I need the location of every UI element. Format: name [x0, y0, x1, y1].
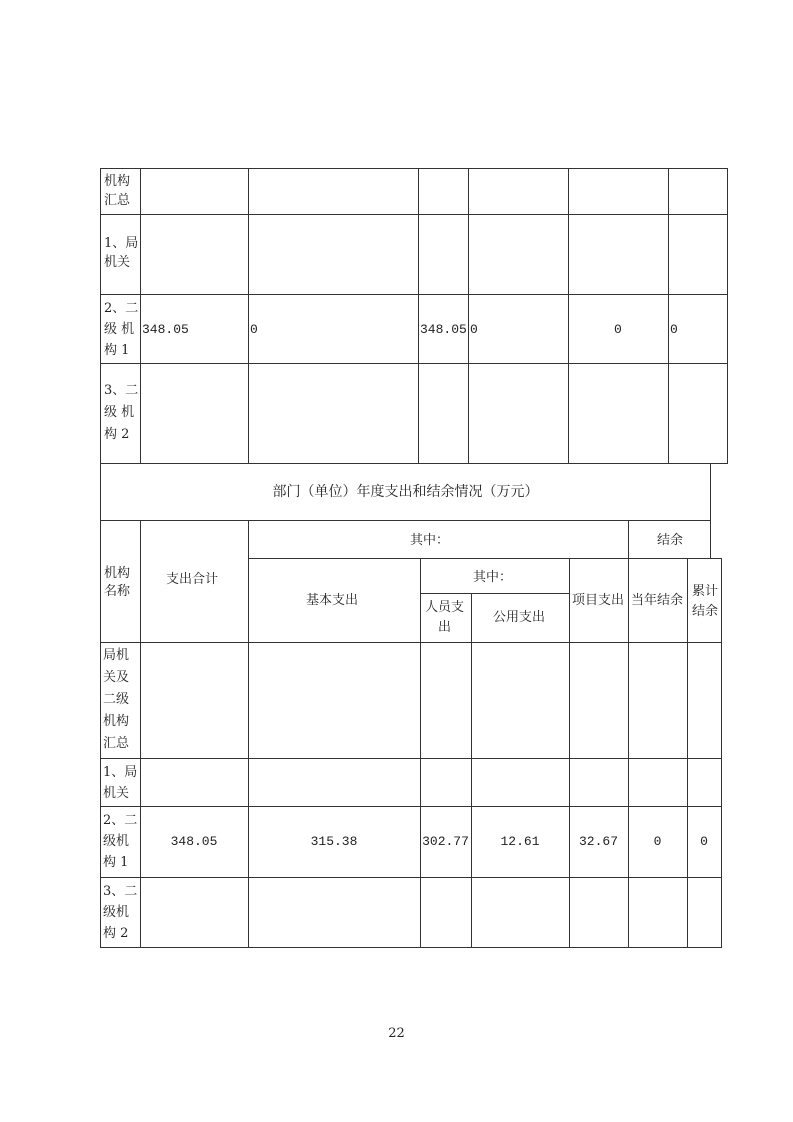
header-public: 公用支出: [493, 610, 546, 625]
upper-cell-personnel: 348.05: [420, 322, 467, 337]
lower-cell-current-year: 0: [653, 834, 662, 849]
upper-cell-basic: 0: [250, 322, 258, 337]
header-project: 项目支出: [572, 593, 625, 608]
header-cumulative: 累计 结余: [692, 584, 719, 619]
page-number: 22: [388, 1026, 405, 1041]
lower-cell-basic: 315.38: [310, 834, 358, 849]
header-name: 机构 名称: [104, 566, 131, 599]
lower-row-name: 2、二 级机 构 1: [103, 813, 138, 870]
upper-cell-project: 0: [614, 322, 622, 337]
header-of-which-sub: 其中：: [473, 570, 513, 585]
header-current-year: 当年结余: [631, 593, 684, 608]
lower-table-title: 部门（单位）年度支出和结余情况（万元）: [272, 484, 539, 500]
upper-row-name: 1、局 机关: [104, 236, 139, 270]
header-of-which: 其中：: [410, 533, 450, 548]
header-surplus: 结余: [657, 533, 684, 548]
lower-row-name: 1、局 机关: [103, 765, 138, 801]
lower-row-name: 3、二 级机 构 2: [103, 884, 138, 941]
upper-cell-surplus: 0: [670, 322, 678, 337]
lower-cell-project: 32.67: [578, 834, 618, 849]
lower-cell-personnel: 302.77: [422, 834, 469, 849]
lower-cell-public: 12.61: [500, 834, 540, 849]
header-personnel: 人员支 出: [425, 600, 465, 635]
header-total: 支出合计: [166, 572, 219, 587]
lower-row-name: 局机 关及 二级 机构 汇总: [103, 648, 130, 751]
lower-cell-total: 348.05: [170, 834, 218, 849]
upper-cell-public: 0: [470, 322, 478, 337]
upper-row-name: 3、二 级 机 构 2: [104, 383, 139, 442]
upper-row-name: 机构 汇总: [104, 174, 131, 208]
header-basic: 基本支出: [306, 593, 359, 608]
lower-cell-cumulative: 0: [700, 834, 708, 849]
upper-row-name: 2、二 级 机 构 1: [104, 301, 139, 358]
upper-cell-total: 348.05: [142, 322, 189, 337]
